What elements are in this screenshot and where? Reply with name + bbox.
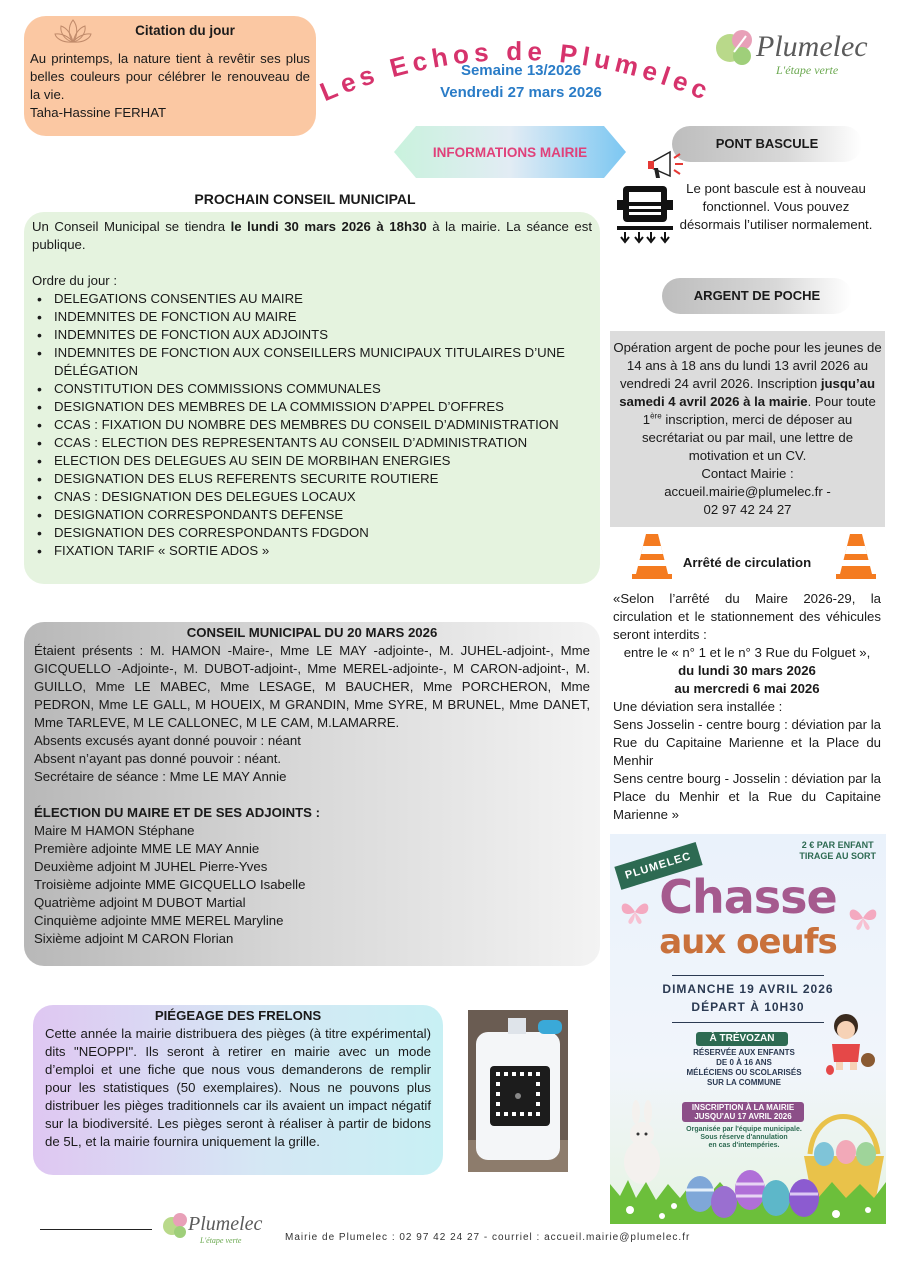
elected-item: Première adjointe MME LE MAY Annie [34,841,260,856]
weighbridge-icon [615,180,675,246]
conseil-title: PROCHAIN CONSEIL MUNICIPAL [194,191,416,207]
masthead-title-text: Les Echos de Plumelec [316,35,716,104]
argent-poche-title: ARGENT DE POCHE [662,278,852,314]
ordre-item: • CNAS : DESIGNATION DES DELEGUES LOCAUX [54,488,592,506]
footer-logo-name: Plumelec [188,1213,263,1235]
easter-illustration [610,984,886,1224]
ordre-item: • CCAS : ELECTION DES REPRESENTANTS AU CONSEIL D’ADMINISTRATION [54,434,592,452]
basket-icon [804,1117,884,1199]
quote-box [24,16,316,136]
ordre-item: • INDEMNITES DE FONCTION AUX ADJOINTS [54,326,592,344]
footer-line [40,1229,152,1230]
election-title: ÉLECTION DU MAIRE ET DE SES ADJOINTS : [34,805,320,820]
lotus-icon [54,18,92,44]
footer-logo-tagline: L'étape verte [200,1236,242,1245]
traffic-cone-icon [630,532,674,580]
contact-email: accueil.mairie@plumelec.fr - [664,484,831,499]
chasse-aux-oeufs-poster [610,834,886,1224]
quote-text: Au printemps, la nature tient à revêtir ses plus belles couleurs pour célébrer le renouveau de la vie. [30,51,310,102]
ordre-item: • DESIGNATION CORRESPONDANTS DEFENSE [54,506,592,524]
ordre-item: • DESIGNATION DES CORRESPONDANTS FDGDON [54,524,592,542]
elected-item: Quatrième adjoint M DUBOT Martial [34,895,246,910]
poster-aux-oeufs: aux oeufs [659,922,837,962]
poster-organisation: Organisée par l'équipe municipale. Sous réserve d'annulation en cas d'intempéries. [686,1126,802,1149]
traffic-cone-icon [834,532,878,580]
poster-price: 2 € PAR ENFANT TIRAGE AU SORT [799,840,876,861]
ordre-label: Ordre du jour : [32,273,118,288]
date-label: Vendredi 27 mars 2026 [440,84,602,101]
contact-phone: 02 97 42 24 27 [703,502,792,517]
conseil-20-box [24,622,600,966]
plumelec-logo [712,22,872,82]
elected-item: Maire M HAMON Stéphane [34,823,195,838]
elected-item: Cinquième adjointe MME MEREL Maryline [34,913,284,928]
trap-photo [468,1010,568,1172]
poster-reserved: RÉSERVÉE AUX ENFANTS DE 0 À 16 ANS MÉLÉCIENS OU SCOLARISÉS SUR LA COMMUNE [686,1048,802,1087]
ordre-item: • DELEGATIONS CONSENTIES AU MAIRE [54,290,592,308]
ordre-item: • CONSTITUTION DES COMMISSIONS COMMUNALES [54,380,592,398]
conseil-20-title: CONSEIL MUNICIPAL DU 20 MARS 2026 [186,625,438,640]
poster-date: DIMANCHE 19 AVRIL 2026 DÉPART À 10H30 [662,982,834,1014]
frelons-box [33,1005,443,1175]
pont-bascule-title: PONT BASCULE [672,126,862,162]
arrete-title: Arrêté de circulation [682,555,812,570]
conseil-box [24,212,600,584]
conseil-date: le lundi 30 mars 2026 à 18h30 [230,219,427,234]
week-label: Semaine 13/2026 [460,62,582,79]
poster-chasse: Chasse [659,870,837,924]
logo-tagline: L'étape verte [776,63,839,77]
conseil-20-absents-sans: Absent n’ayant pas donné pouvoir : néant. [34,751,282,766]
ordre-item: • INDEMNITES DE FONCTION AU MAIRE [54,308,592,326]
ordre-item: • DESIGNATION DES MEMBRES DE LA COMMISSION D’APPEL D’OFFRES [54,398,592,416]
poster-inscription: INSCRIPTION À LA MAIRIE JUSQU'AU 17 AVRIL 2026 [682,1102,804,1122]
contact-label: Contact Mairie : [701,466,794,481]
info-mairie-label: INFORMATIONS MAIRIE [432,145,588,160]
arrete-text: «Selon l’arrêté du Maire 2026-29, la circulation et le stationnement des véhicules seront interdits : entre le « n° 1 et le n° 3 Rue du Folguet », du lundi 30 mars 2026 au mercredi 6 mai 2026 Une déviation sera installée : Sens Josselin - centre bourg : déviation par la Rue du Capitaine Marienne et la Place du Menhir Sens centre bourg - Josselin : déviation par la Place du Menhir et la Rue du Capitaine Marienne » [613,591,881,822]
pont-bascule-text: Le pont bascule est à nouveau fonctionnel. Vous pouvez désormais l’utiliser normalement. [679,181,873,232]
conseil-intro: Un Conseil Municipal se tiendra le lundi 30 mars 2026 à 18h30 à la mairie. La séance est publique. [32,219,592,252]
poster-tag: PLUMELEC [614,842,702,890]
ordre-item: • DESIGNATION DES ELUS REFERENTS SECURITE ROUTIERE [54,470,592,488]
argent-poche-box: Opération argent de poche pour les jeunes de 14 ans à 18 ans du lundi 13 avril 2026 au vendredi 24 avril 2026. Inscription jusqu’au samedi 4 avril 2026 à la mairie. Pour toute 1ère inscription, merci de déposer au secrétariat ou par mail, une lettre de motivation et un CV. Contact Mairie : accueil.mairie@plumelec.fr - 02 97 42 24 27 [610,331,885,527]
conseil-20-secretaire: Secrétaire de séance : Mme LE MAY Annie [34,769,287,784]
ordre-list [54,290,592,560]
ordre-item: • CCAS : FIXATION DU NOMBRE DES MEMBRES DU CONSEIL D’ADMINISTRATION [54,416,592,434]
elected-item: Deuxième adjoint M JUHEL Pierre-Yves [34,859,268,874]
footer-logo [160,1208,264,1248]
ordre-item: • ELECTION DES DELEGUES AU SEIN DE MORBIHAN ENERGIES [54,452,592,470]
info-mairie-banner [394,126,626,178]
quote-title: Citation du jour [135,23,235,38]
ordre-item: • FIXATION TARIF « SORTIE ADOS » [54,542,592,560]
child-icon [826,1014,875,1075]
poster-place: À TRÉVOZAN [696,1032,788,1046]
bunny-icon [624,1100,660,1184]
quote-author: Taha-Hassine FERHAT [30,105,167,120]
frelons-title: PIÉGEAGE DES FRELONS [154,1008,322,1023]
megaphone-icon [646,148,686,182]
elected-item: Troisième adjointe MME GICQUELLO Isabelle [34,877,306,892]
conseil-20-absents-pouvoir: Absents excusés ayant donné pouvoir : néant [34,733,301,748]
elected-item: Sixième adjoint M CARON Florian [34,931,234,946]
ordre-item: • INDEMNITES DE FONCTION AUX CONSEILLERS MUNICIPAUX TITULAIRES D’UNE DÉLÉGATION [54,344,592,380]
logo-name: Plumelec [756,30,868,63]
conseil-20-presents: Étaient présents : M. HAMON -Maire-, Mme LE MAY -adjointe-, M. JUHEL-adjoint-, Mme GICQUELLO -Adjointe-, M. DUBOT-adjoint-, Mme MEREL-adjointe-, M CARON-adjoint-, M. GUILLO, Mme LE MABEC, Mme LESAGE, M BAUCHER, Mme PORCHERON, Mme PEDRON, Mme LE GALL, M HOUEIX, M GRANDIN, Mme SYRE, M BRUNEL, Mme DANET, Mme TARLEVE, M LE CALLONEC, M LE CAM, M.LAMARRE. [34,643,590,730]
footer-contact: Mairie de Plumelec : 02 97 42 24 27 - courriel : accueil.mairie@plumelec.fr [285,1232,691,1243]
frelons-text: Cette année la mairie distribuera des pièges (à titre expérimental) dits "NEOPPI". Ils seront à retirer en mairie avec un mode d’emploi et une fiche que nous vous demanderons de remplir pour les statistiques (50 exemplaires). Nous ne pouvons plus distribuer les pièges traditionnels car ils avaient un impact négatif sur la biodiversité. Les pièges seront à réaliser à partir de bidons de 5L, et la mairie fournira uniquement la grille. [45,1026,431,1149]
